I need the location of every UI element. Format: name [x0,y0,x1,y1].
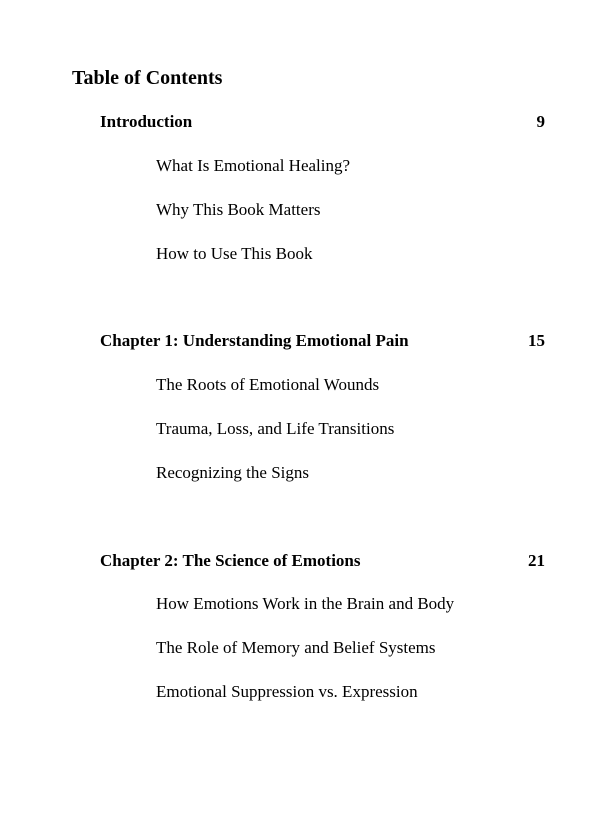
toc-section-entry: What Is Emotional Healing? [156,156,351,175]
toc-section-entry: The Role of Memory and Belief Systems [156,638,436,657]
chapter-page-number: 9 [536,112,545,131]
toc-section-entry: How Emotions Work in the Brain and Body [156,594,455,613]
toc-section-entry: The Roots of Emotional Wounds [156,375,380,394]
chapter-page-number: 15 [528,331,545,350]
toc-chapter-1 [100,330,545,352]
toc-section-entry: Emotional Suppression vs. Expression [156,682,418,701]
toc-section-entry: Recognizing the Signs [156,463,309,482]
toc-section-entry: Why This Book Matters [156,200,321,219]
toc-heading: Table of Contents [72,67,223,89]
chapter-page-number: 21 [528,551,545,570]
toc-chapter-introduction [100,111,545,133]
chapter-title: Chapter 1: Understanding Emotional Pain [100,331,409,350]
toc-section-entry: Trauma, Loss, and Life Transitions [156,419,395,438]
toc-section-entry: How to Use This Book [156,244,313,263]
chapter-title: Chapter 2: The Science of Emotions [100,551,361,570]
chapter-title: Introduction [100,112,193,131]
toc-chapter-2 [100,550,545,572]
